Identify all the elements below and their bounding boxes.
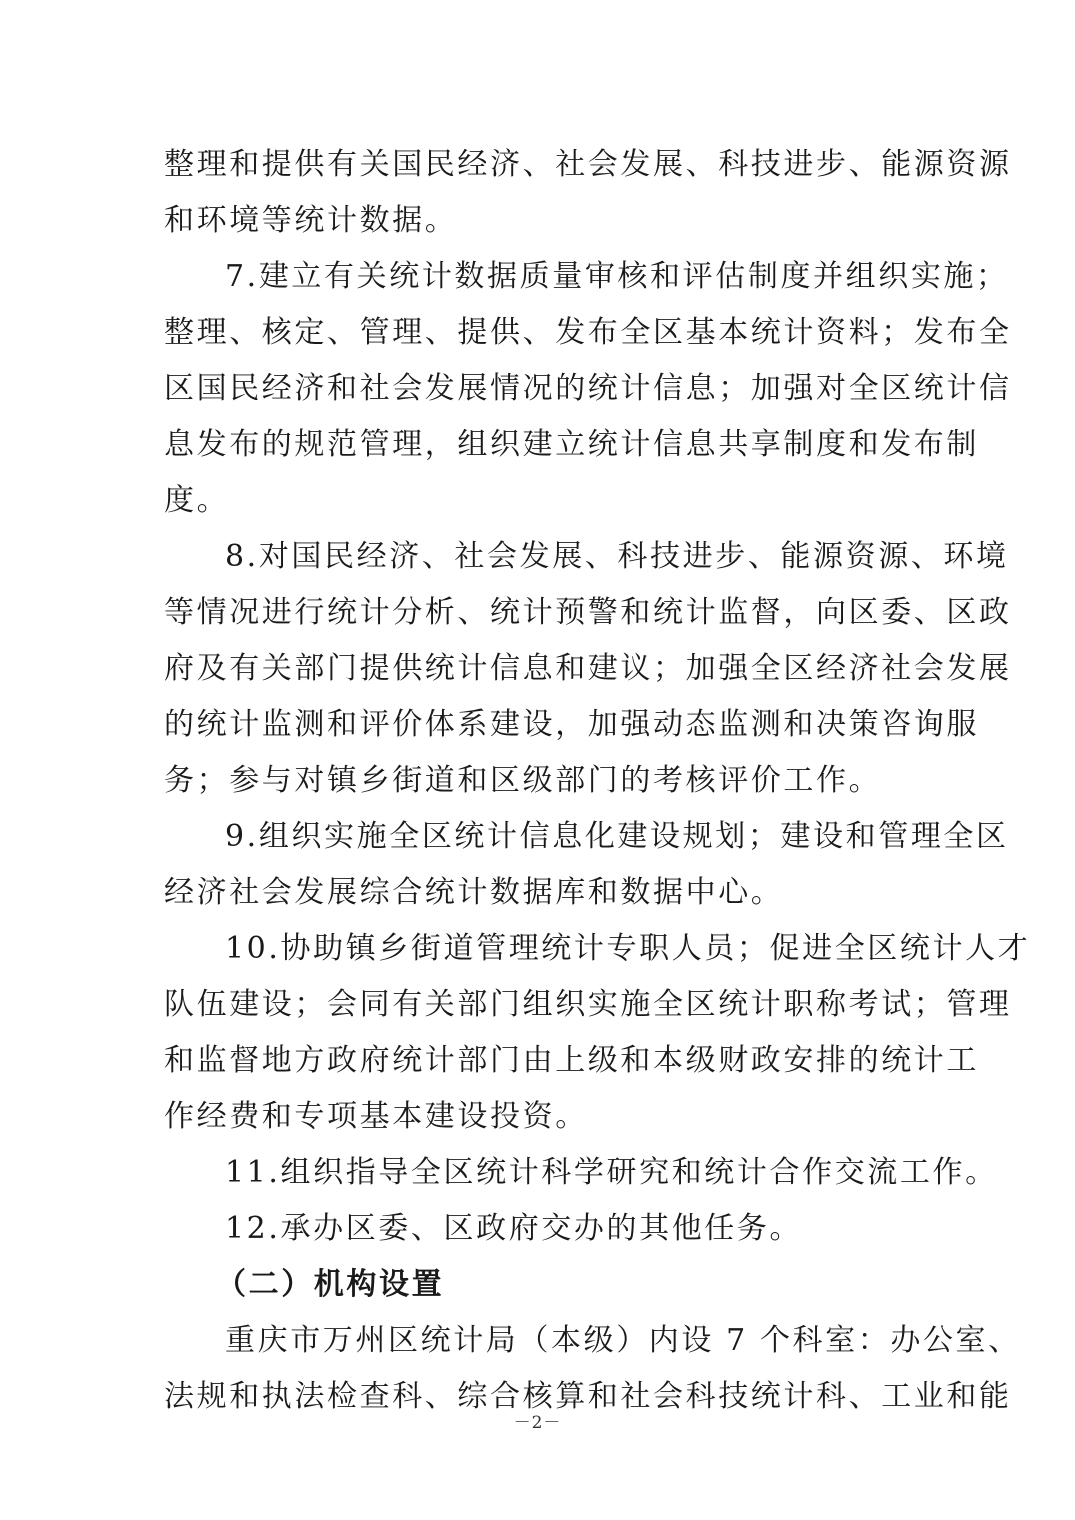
text-line: 12.承办区委、区政府交办的其他任务。: [225, 1211, 803, 1246]
text-line: 10.协助镇乡街道管理统计专职人员；促进全区统计人才: [225, 931, 1031, 966]
text-line: 9.组织实施全区统计信息化建设规划；建设和管理全区: [225, 819, 1009, 854]
text-line: 的统计监测和评价体系建设，加强动态监测和决策咨询服: [164, 707, 979, 742]
text-line: 度。: [164, 483, 230, 518]
paragraph-item-10: [164, 921, 1031, 1145]
text-line: 和环境等统计数据。: [164, 203, 458, 238]
text-line: 经济社会发展综合统计数据库和数据中心。: [164, 875, 784, 910]
text-line: 作经费和专项基本建设投资。: [164, 1099, 588, 1134]
text-line: 区国民经济和社会发展情况的统计信息；加强对全区统计信: [164, 371, 1012, 406]
text-line: 息发布的规范管理，组织建立统计信息共享制度和发布制: [164, 427, 979, 462]
text-line: 府及有关部门提供统计信息和建议；加强全区经济社会发展: [164, 651, 1012, 686]
body-text: [164, 137, 1031, 1425]
text-line: 8.对国民经济、社会发展、科技进步、能源资源、环境: [225, 539, 1009, 574]
paragraph-item-11: [164, 1145, 998, 1201]
paragraph-item-8: [164, 529, 1012, 809]
text-line: 和监督地方政府统计部门由上级和本级财政安排的统计工: [164, 1043, 979, 1078]
text-line: 等情况进行统计分析、统计预警和统计监督，向区委、区政: [164, 595, 1012, 630]
text-line: 队伍建设；会同有关部门组织实施全区统计职称考试；管理: [164, 987, 1012, 1022]
text-line: 7.建立有关统计数据质量审核和评估制度并组织实施；: [225, 259, 1009, 294]
text-line: 整理和提供有关国民经济、社会发展、科技进步、能源资源: [164, 147, 1012, 182]
paragraph-continuation: [164, 137, 1012, 249]
paragraph-item-9: [164, 809, 1009, 921]
section-heading: （二）机构设置: [216, 1267, 445, 1302]
text-line: 11.组织指导全区统计科学研究和统计合作交流工作。: [225, 1155, 998, 1190]
paragraph-item-12: [164, 1201, 924, 1257]
text-line: 重庆市万州区统计局（本级）内设 7 个科室：办公室、: [225, 1323, 1021, 1358]
page-number: －2－: [513, 1413, 562, 1433]
text-line: 务；参与对镇乡街道和区级部门的考核评价工作。: [164, 763, 882, 798]
text-line: 法规和执法检查科、综合核算和社会科技统计科、工业和能: [164, 1379, 1012, 1414]
text-line: 整理、核定、管理、提供、发布全区基本统计资料；发布全: [164, 315, 1012, 350]
paragraph-item-7: [164, 249, 1012, 529]
